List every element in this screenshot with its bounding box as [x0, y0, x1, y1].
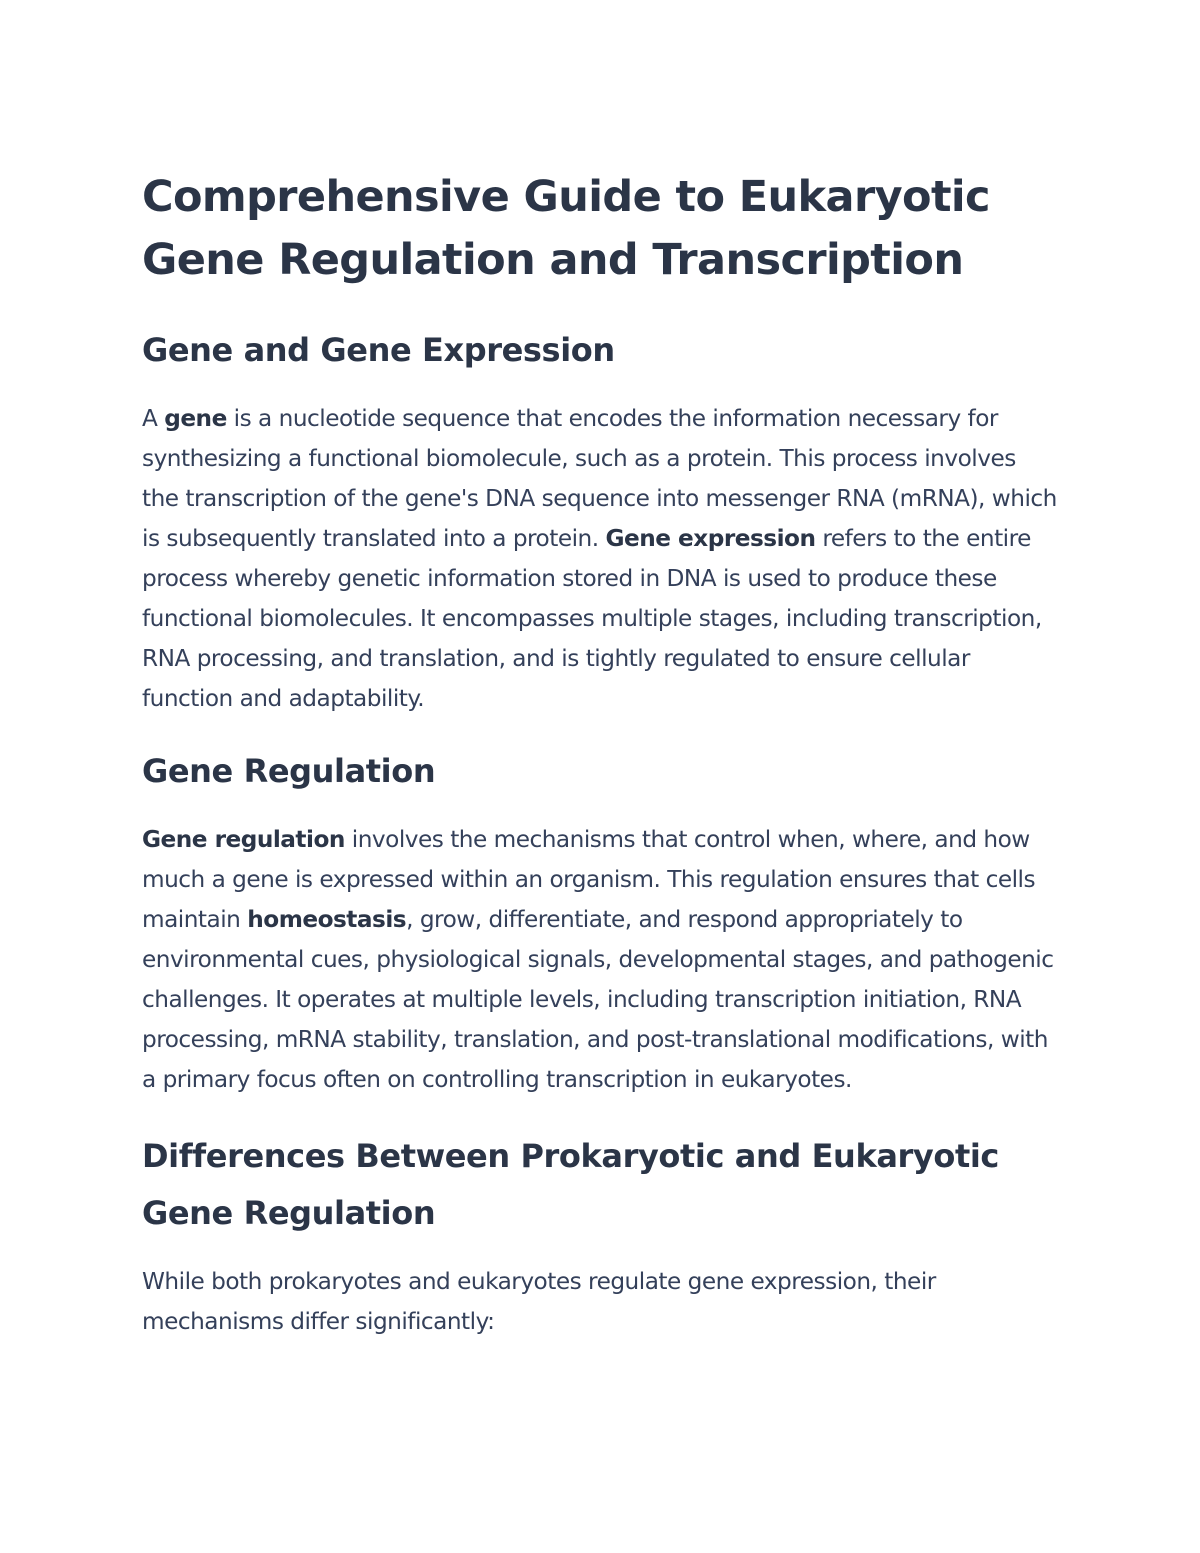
section-heading-differences: Differences Between Prokaryotic and Eukaryotic Gene Regulation	[142, 1137, 999, 1232]
paragraph-text: A	[142, 405, 165, 432]
paragraph-text: While both prokaryotes and eukaryotes regulate gene expression, their mechanisms differ significantly:	[142, 1268, 936, 1335]
paragraph-text: involves the mechanisms that control when, where, and how much a gene is expressed within an organism. This regulation ensures that cells maintain	[142, 826, 1036, 933]
term-gene: gene	[164, 405, 227, 432]
section-heading-gene-expression: Gene and Gene Expression	[142, 331, 615, 369]
paragraph-gene-expression	[142, 399, 1058, 719]
paragraph-differences	[142, 1262, 1058, 1342]
paragraph-text: refers to the entire process whereby genetic information stored in DNA is used to produce these functional biomolecules. It encompasses multiple stages, including transcription, RNA processing, and translation, and is tightly regulated to ensure cellular function and adaptability.	[142, 525, 1042, 712]
section-heading-gene-regulation: Gene Regulation	[142, 752, 436, 790]
term-gene-expression: Gene expression	[605, 525, 816, 552]
document-title: Comprehensive Guide to Eukaryotic Gene Regulation and Transcription	[142, 172, 990, 285]
paragraph-text: is a nucleotide sequence that encodes the information necessary for synthesizing a functional biomolecule, such as a protein. This process involves the transcription of the gene's DNA sequence into messenger RNA (mRNA), which is subsequently translated into a protein.	[142, 405, 1057, 552]
paragraph-text: , grow, differentiate, and respond appropriately to environmental cues, physiological signals, developmental stages, and pathogenic challenges. It operates at multiple levels, including transcription initiation, RNA processing, mRNA stability, translation, and post-translational modifications, with a primary focus often on controlling transcription in eukaryotes.	[142, 906, 1054, 1093]
term-homeostasis: homeostasis	[247, 906, 407, 933]
paragraph-gene-regulation	[142, 820, 1058, 1100]
term-gene-regulation: Gene regulation	[142, 826, 345, 853]
